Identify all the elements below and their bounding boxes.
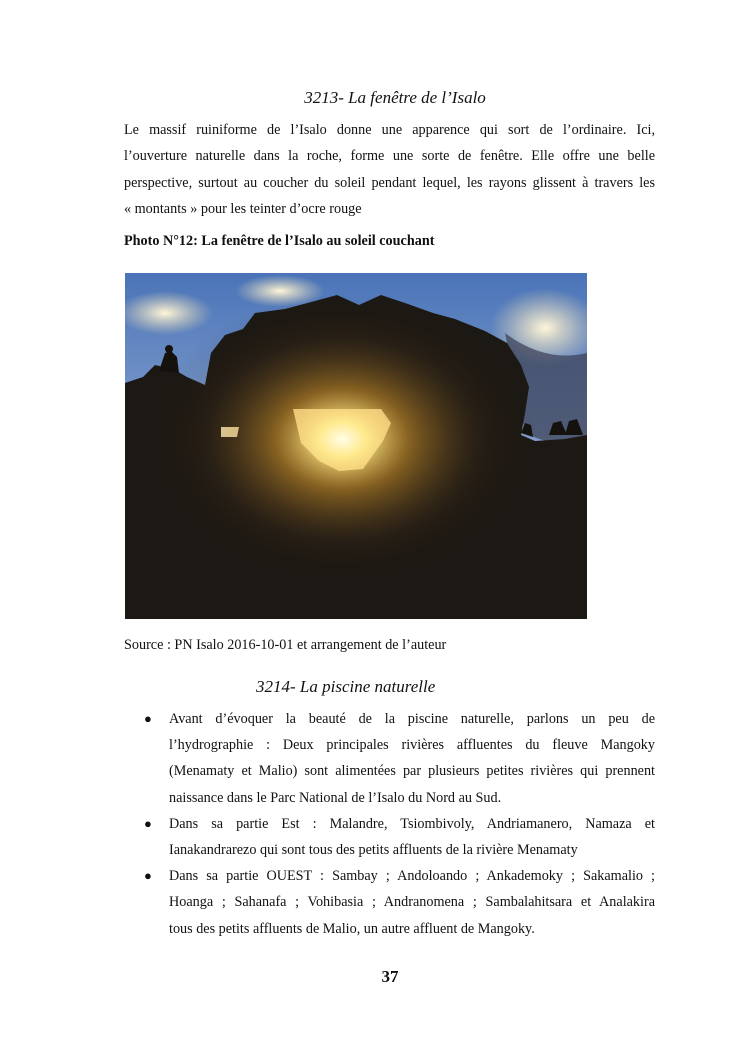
bullet-icon: ● xyxy=(144,868,152,884)
bullet-line: Dans sa partie Est : Malandre, Tsiombivoly, Andriamanero, Namaza et xyxy=(169,815,655,832)
bullet-line: Hoanga ; Sahanafa ; Vohibasia ; Andranomena ; Sambalahitsara et Analakira xyxy=(169,894,655,911)
bullet-line: l’hydrographie : Deux principales rivières affluentes du fleuve Mangoky xyxy=(169,737,655,754)
bullet-line: Dans sa partie OUEST : Sambay ; Andoloando ; Ankademoky ; Sakamalio ; xyxy=(169,868,655,885)
bullet-line: Ianakandrarezo qui sont tous des petits affluents de la rivière Menamaty xyxy=(169,842,578,859)
paragraph-line: perspective, surtout au coucher du soleil pendant lequel, les rayons glissent à travers les xyxy=(124,174,655,191)
section-heading-3213: 3213- La fenêtre de l’Isalo xyxy=(304,88,486,107)
bullet-line: tous des petits affluents de Malio, un autre affluent de Mangoky. xyxy=(169,920,535,937)
photo-caption: Photo N°12: La fenêtre de l’Isalo au soleil couchant xyxy=(124,233,435,249)
paragraph-line: Le massif ruiniforme de l’Isalo donne une apparence qui sort de l’ordinaire. Ici, xyxy=(124,122,655,138)
paragraph-line: l’ouverture naturelle dans la roche, forme une sorte de fenêtre. Elle offre une belle xyxy=(124,148,655,165)
bullet-line: naissance dans le Parc National de l’Isalo du Nord au Sud. xyxy=(169,789,502,806)
list-item xyxy=(140,706,655,811)
sunset-rock-window-photo xyxy=(125,273,587,619)
list-item xyxy=(140,811,655,863)
section-heading-3214: 3214- La piscine naturelle xyxy=(256,677,436,696)
bullet-icon: ● xyxy=(144,711,152,726)
section-paragraph xyxy=(124,117,655,222)
page-number: 37 xyxy=(381,967,399,986)
bullet-list xyxy=(140,706,655,942)
bullet-line: (Menamaty et Malio) sont alimentées par plusieurs petites rivières qui prennent xyxy=(169,763,655,780)
bullet-line: Avant d’évoquer la beauté de la piscine naturelle, parlons un peu de xyxy=(169,711,655,727)
photo-source: Source : PN Isalo 2016-10-01 et arrangement de l’auteur xyxy=(124,637,447,653)
list-item xyxy=(140,863,655,942)
bullet-icon: ● xyxy=(144,815,152,831)
paragraph-line: « montants » pour les teinter d’ocre rouge xyxy=(124,200,362,217)
